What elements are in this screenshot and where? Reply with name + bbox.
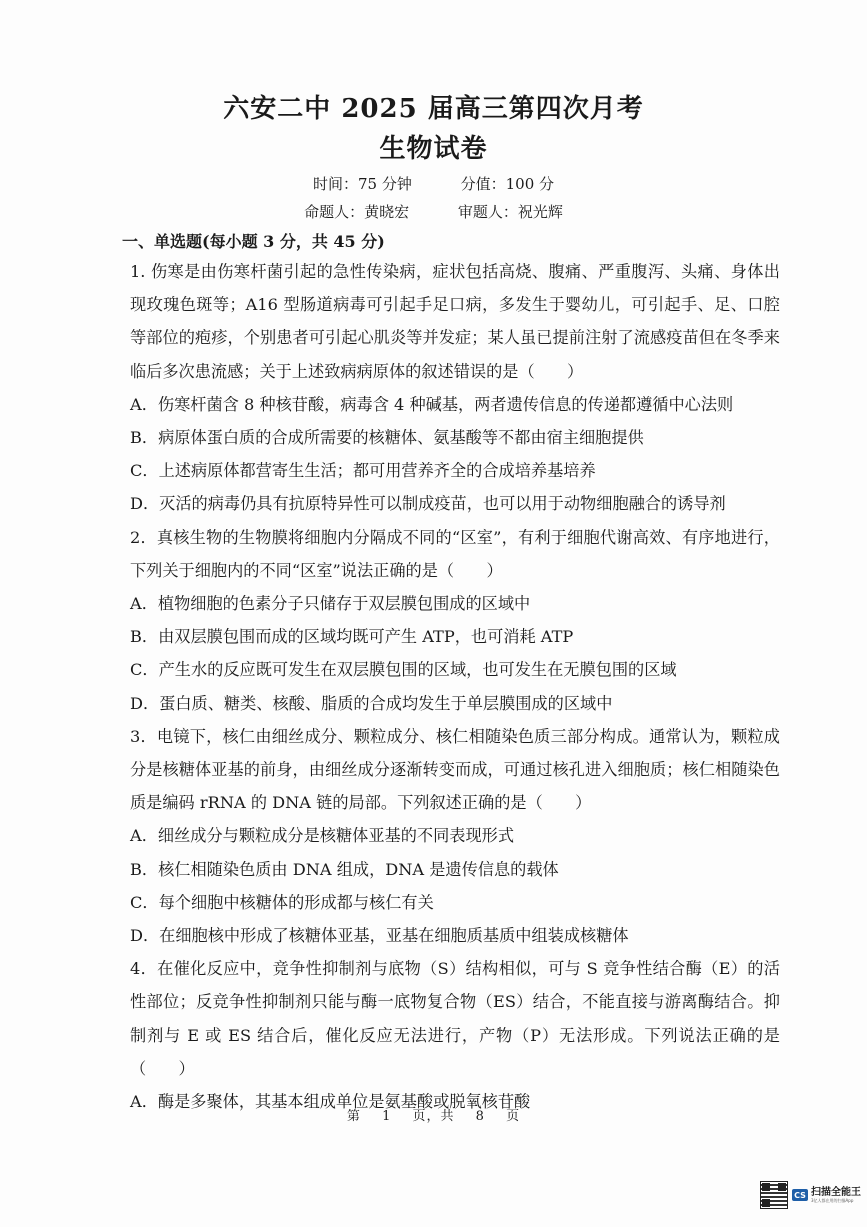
exam-subtitle: 生物试卷 (379, 134, 488, 164)
question-3-option-c: C．每个细胞中核糖体的形成都与核仁有关 (130, 892, 434, 912)
question-2-option-c: C．产生水的反应既可发生在双层膜包围的区域，也可发生在无膜包围的区域 (130, 660, 677, 680)
exam-author: 命题人：黄晓宏 (304, 203, 410, 221)
question-list (130, 255, 780, 1118)
question-3-option-a: A．细丝成分与颗粒成分是核糖体亚基的不同表现形式 (130, 826, 515, 846)
question-1-option-d: D．灭活的病毒仍具有抗原特异性可以制成疫苗，也可以用于动物细胞融合的诱导剂 (130, 494, 726, 514)
scanner-watermark (760, 1181, 861, 1209)
question-3-option-b: B．核仁相随染色质由 DNA 组成，DNA 是遗传信息的载体 (130, 859, 559, 879)
question-3-option-d: D．在细胞核中形成了核糖体亚基，亚基在细胞质基质中组装成核糖体 (130, 926, 629, 946)
question-2-stem: 2．真核生物的生物膜将细胞内分隔成不同的“区室”，有利于细胞代谢高效、有序地进行，下列关于细胞内的不同“区室”说法正确的是（ ） (130, 527, 780, 580)
footer-suffix: 页 (506, 1109, 521, 1124)
question-2-option-a: A．植物细胞的色素分子只储存于双层膜包围成的区域中 (130, 594, 531, 614)
page-footer (0, 1105, 867, 1124)
question-4-option-a: A．酶是多聚体，其基本组成单位是氨基酸或脱氧核苷酸 (130, 1092, 531, 1112)
exam-score: 分值：100 分 (460, 175, 555, 193)
question-2-option-b: B．由双层膜包围而成的区域均既可产生 ATP，也可消耗 ATP (130, 627, 574, 647)
scanner-tagline: 3亿人都在用的扫描App (811, 1197, 854, 1203)
exam-time: 时间：75 分钟 (312, 175, 412, 193)
camscanner-logo-icon: CS (792, 1189, 808, 1201)
question-1-stem: 1. 伤寒是由伤寒杆菌引起的急性传染病，症状包括高烧、腹痛、严重腹泻、头痛、身体出现玫瑰色斑等；A16 型肠道病毒可引起手足口病，多发生于婴幼儿，可引起手、足、口腔等部位的疱疹，个别患者可引起心肌炎等并发症；某人虽已提前注射了流感疫苗但在冬季来临后多次患流感；关于上述致病病原体的叙述错误的是（ ） (130, 262, 780, 381)
footer-middle: 页，共 (412, 1109, 455, 1124)
footer-total-pages: 8 (475, 1109, 485, 1124)
exam-staff-row (0, 201, 867, 222)
question-2-option-d: D．蛋白质、糖类、核酸、脂质的合成均发生于单层膜围成的区域中 (130, 693, 613, 713)
scanner-text (811, 1188, 861, 1203)
question-1-option-c: C．上述病原体都营寄生生活；都可用营养齐全的合成培养基培养 (130, 461, 596, 481)
footer-page-number: 1 (382, 1109, 392, 1124)
section-heading: 一、单选题(每小题 3 分，共 45 分) (122, 232, 385, 251)
scanner-app-name: 扫描全能王 (811, 1186, 861, 1198)
footer-prefix: 第 (346, 1109, 361, 1124)
qr-code-icon (760, 1181, 788, 1209)
question-1-option-a: A．伤寒杆菌含 8 种核苷酸，病毒含 4 种碱基，两者遗传信息的传递都遵循中心法则 (130, 394, 734, 414)
exam-title: 六安二中 2025 届高三第四次月考 (223, 94, 644, 124)
question-4-stem: 4．在催化反应中，竞争性抑制剂与底物（S）结构相似，可与 S 竞争性结合酶（E）的活性部位；反竞争性抑制剂只能与酶一底物复合物（ES）结合，不能直接与游离酶结合。抑制剂与 E 或 ES 结合后，催化反应无法进行，产物（P）无法形成。下列说法正确的是（ ） (130, 959, 780, 1078)
question-1-option-b: B．病原体蛋白质的合成所需要的核糖体、氨基酸等不都由宿主细胞提供 (130, 428, 644, 448)
exam-info-row (0, 173, 867, 194)
exam-reviewer: 审题人：祝光辉 (457, 203, 563, 221)
question-3-stem: 3．电镜下，核仁由细丝成分、颗粒成分、核仁相随染色质三部分构成。通常认为，颗粒成分是核糖体亚基的前身，由细丝成分逐渐转变而成，可通过核孔进入细胞质；核仁相随染色质是编码 rRNA 的 DNA 链的局部。下列叙述正确的是（ ） (130, 726, 780, 813)
